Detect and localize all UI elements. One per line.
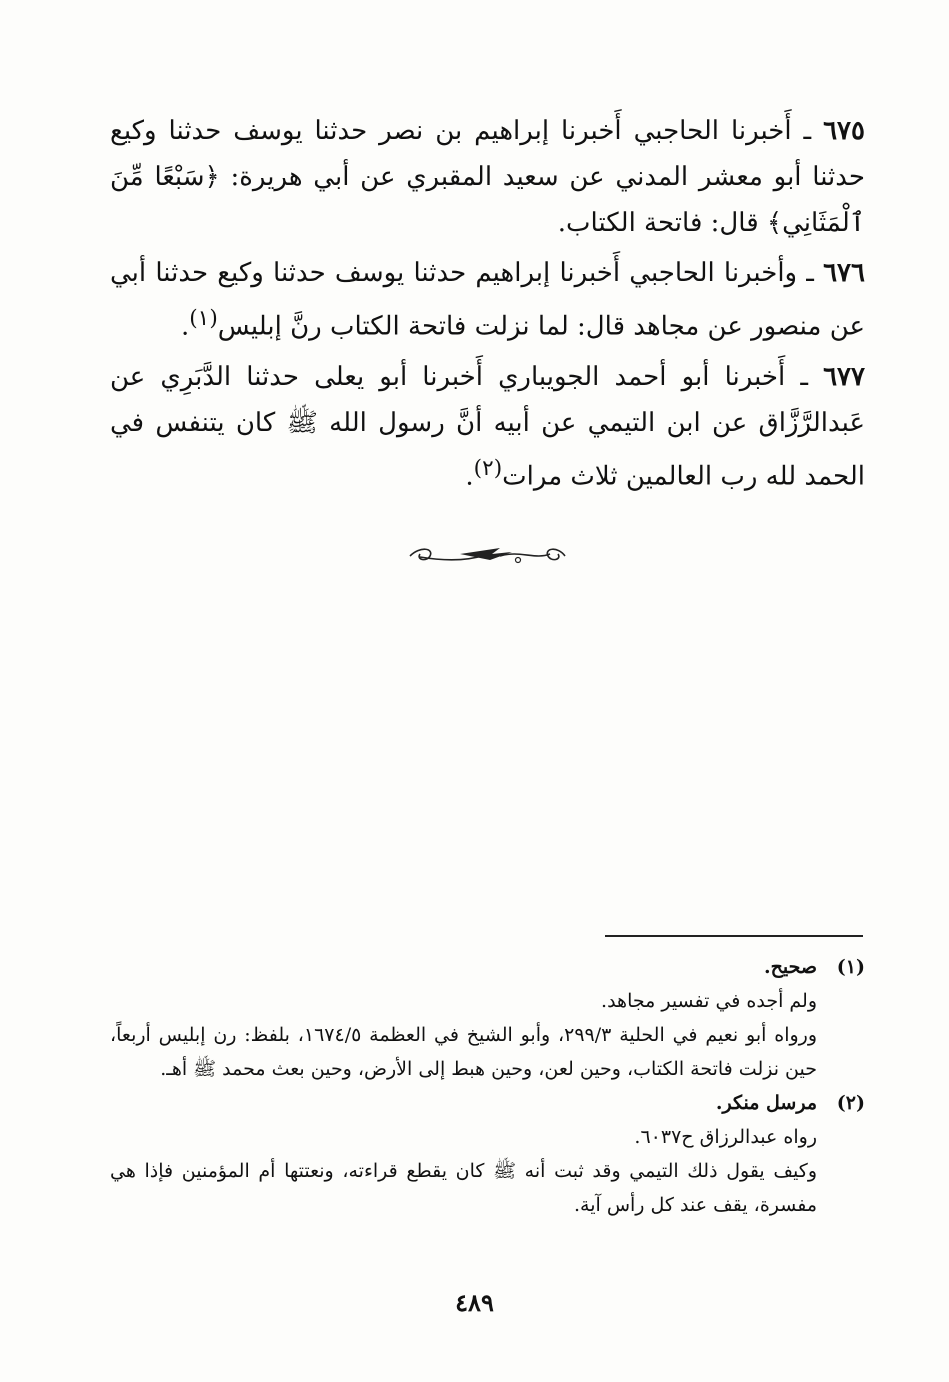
ornament-divider-icon: [400, 540, 575, 570]
hadith-677: [110, 354, 865, 500]
footnote-head: [110, 950, 865, 984]
footnote-line: رواه عبدالرزاق ح٦٠٣٧.: [634, 1126, 817, 1148]
hadith-text: ـ وأخبرنا الحاجبي أَخبرنا إبراهيم حدثنا يوسف حدثنا وكيع حدثنا أبي عن منصور عن مجاهد قال: لما نزلت فاتحة الكتاب رنَّ إبليس: [110, 258, 865, 342]
footnote-separator: [605, 935, 863, 937]
hadith-676: [110, 250, 865, 350]
footnote-verdict: مرسل منكر.: [715, 1092, 817, 1114]
hadith-number: ٦٧٥: [823, 116, 865, 146]
footnote-line: ولم أجده في تفسير مجاهد.: [601, 990, 817, 1012]
footnote-line: ورواه أبو نعيم في الحلية ٢٩٩/٣، وأبو الشيخ في العظمة ١٦٧٤/٥، بلفظ: رن إبليس أربعاً، حين نزلت فاتحة الكتاب، وحين لعن، وحين هبط إلى الأرض، وحين بعث محمد ﷺ أهـ.: [110, 1024, 817, 1080]
hadith-text: ـ أَخبرنا الحاجبي أَخبرنا إبراهيم بن نصر حدثنا يوسف حدثنا وكيع حدثنا أبو معشر المدني عن سعيد المقبري عن أبي هريرة: ﴿سَبْعًا مِّنَ ٱلْمَثَانِي﴾ قال: فاتحة الكتاب.: [110, 116, 865, 238]
footnote-marker: (٢): [473, 455, 503, 481]
hadith-end: .: [180, 311, 190, 342]
footnote-marker: (١): [189, 306, 218, 331]
footnote-head: [110, 1086, 865, 1120]
hadith-end: .: [465, 461, 474, 492]
footnote-number: (٢): [836, 1092, 865, 1114]
main-text: [110, 108, 865, 503]
footnote-2: [110, 1086, 865, 1222]
footnote-line: وكيف يقول ذلك التيمي وقد ثبت أنه ﷺ كان يقطع قراءته، ونعتتها أم المؤمنين فإذا هي مفسرة، يقف عند كل رأس آية.: [110, 1160, 817, 1216]
footnote-number: (١): [836, 956, 865, 978]
hadith-675: [110, 108, 865, 246]
hadith-number: ٦٧٦: [823, 258, 865, 288]
footnote-1: [110, 950, 865, 1086]
footnotes: [110, 950, 865, 1222]
hadith-text: ـ أَخبرنا أبو أحمد الجويباري أَخبرنا أبو يعلى حدثنا الدَّبَرِي عن عَبدالرَّزَّاق عن ابن التيمي عن أبيه أنَّ رسول الله ﷺ كان يتنفس في الحمد لله رب العالمين ثلاث مرات: [110, 361, 865, 492]
hadith-number: ٦٧٧: [823, 361, 865, 392]
footnote-verdict: صحيح.: [763, 956, 817, 978]
page-number: ٤٨٩: [455, 1288, 494, 1317]
